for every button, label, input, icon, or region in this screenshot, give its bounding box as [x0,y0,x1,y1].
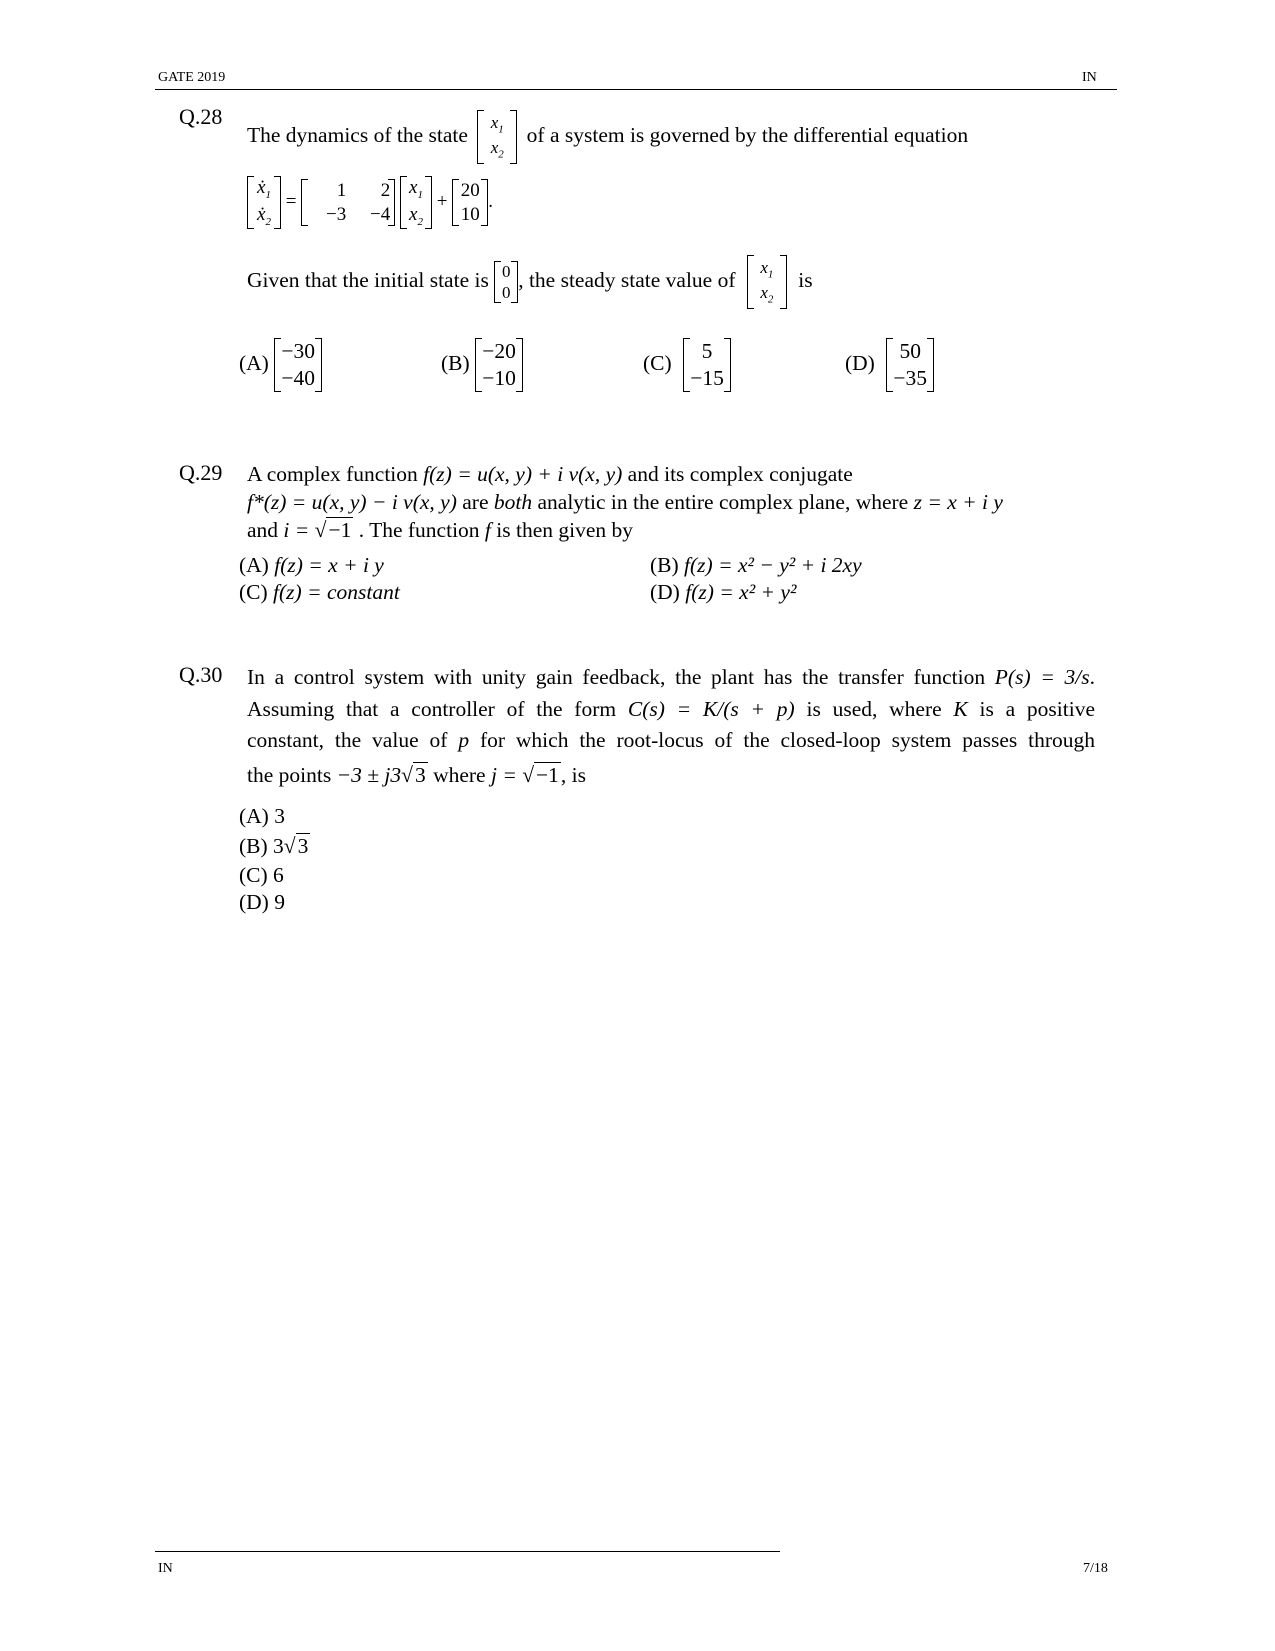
header-exam-title: GATE 2019 [158,70,226,85]
q28-line1-text-a: The dynamics of the state [247,123,468,148]
header-rule [155,89,1117,90]
q29-line2: f*(z) = u(x, y) − i v(x, y) are both analytic in the entire complex plane, where z = x + i y [247,490,1003,514]
q28-xdot-vector: ẋ$_1$ ẋ$_2$ [247,176,281,229]
q28-line1-text-b: of a system is governed by the differential equation [526,123,969,148]
q28-line3 [247,255,813,309]
q29-sqrt: √−1 [314,518,352,542]
q28-number: Q.28 [179,104,223,129]
q28-equals: = [285,190,297,212]
q30-math-controller: C(s) = K/(s + p) [627,697,795,721]
q30-line4: the points −3 ± j3√3 where j = √−1, is [247,763,587,787]
q29-option-b: (B) f(z) = x² − y² + i 2xy [650,553,862,577]
q30-sqrt: √3 [401,763,426,787]
q28-equation [247,176,493,229]
q28-initial-state: 0 0 [494,261,518,304]
q28-line3-text-a: Given that the initial state is [247,268,489,293]
q30-line1: In a control system with unity gain feedback, the plant has the transfer function P(s) = 3/s. [247,665,1095,689]
q30-sqrt-2: √−1 [522,763,559,787]
header-paper-code: IN [1082,70,1097,85]
page-number: 7/18 [1083,1561,1108,1576]
q28-state-vector: $x_1$ $x_2$ [477,110,517,164]
q28-b-vector: 20 10 [452,179,488,227]
q30-math-plant: P(s) = 3/s [994,665,1090,689]
q28-option-d: (D) 50 −35 [845,338,934,392]
q30-number: Q.30 [179,662,223,687]
q29-line3: and i = √−1 . The function f is then given by [247,518,634,542]
q29-math-fconj: f*(z) = u(x, y) − i v(x, y) [247,490,457,514]
q28-plus: + [436,190,448,212]
q29-option-c: (C) f(z) = constant [239,580,400,604]
q28-period: . [488,190,493,212]
q28-line3-text-b: , the steady state value of [518,268,736,293]
q28-line3-text-c: is [798,268,813,293]
q28-option-b: (B) −20 −10 [441,338,523,392]
q29-math-f: f(z) = u(x, y) + i v(x, y) [423,462,623,486]
q29-line1: A complex function f(z) = u(x, y) + i v(x, y) and its complex conjugate [247,462,853,486]
q28-state-vector-2: $x_1$ $x_2$ [747,255,787,309]
q28-option-a: (A) −30 −40 [239,338,322,392]
q28-option-c: (C) 5 −15 [643,338,731,392]
q28-x-vector: $x_1$ $x_2$ [400,176,432,229]
q28-line1 [247,110,968,164]
q30-line2: Assuming that a controller of the form C(s) = K/(s + p) is used, where K is a positive [247,697,1096,721]
footer-rule [155,1551,780,1552]
q29-option-a: (A) f(z) = x + i y [239,553,384,577]
q30-option-c: (C) 6 [239,863,284,887]
q30-line3: constant, the value of p for which the root-locus of the closed-loop system passes through [247,728,1095,752]
q29-option-d: (D) f(z) = x² + y² [650,580,797,604]
q28-A-matrix: 1 2 −3 −4 [301,179,395,227]
footer-paper-code: IN [158,1561,173,1576]
q29-number: Q.29 [179,460,223,485]
q30-option-a: (A) 3 [239,804,285,828]
q29-math-z: z = x + i y [913,490,1003,514]
q30-option-d: (D) 9 [239,890,285,914]
q30-option-b: (B) 3√3 [239,834,309,858]
